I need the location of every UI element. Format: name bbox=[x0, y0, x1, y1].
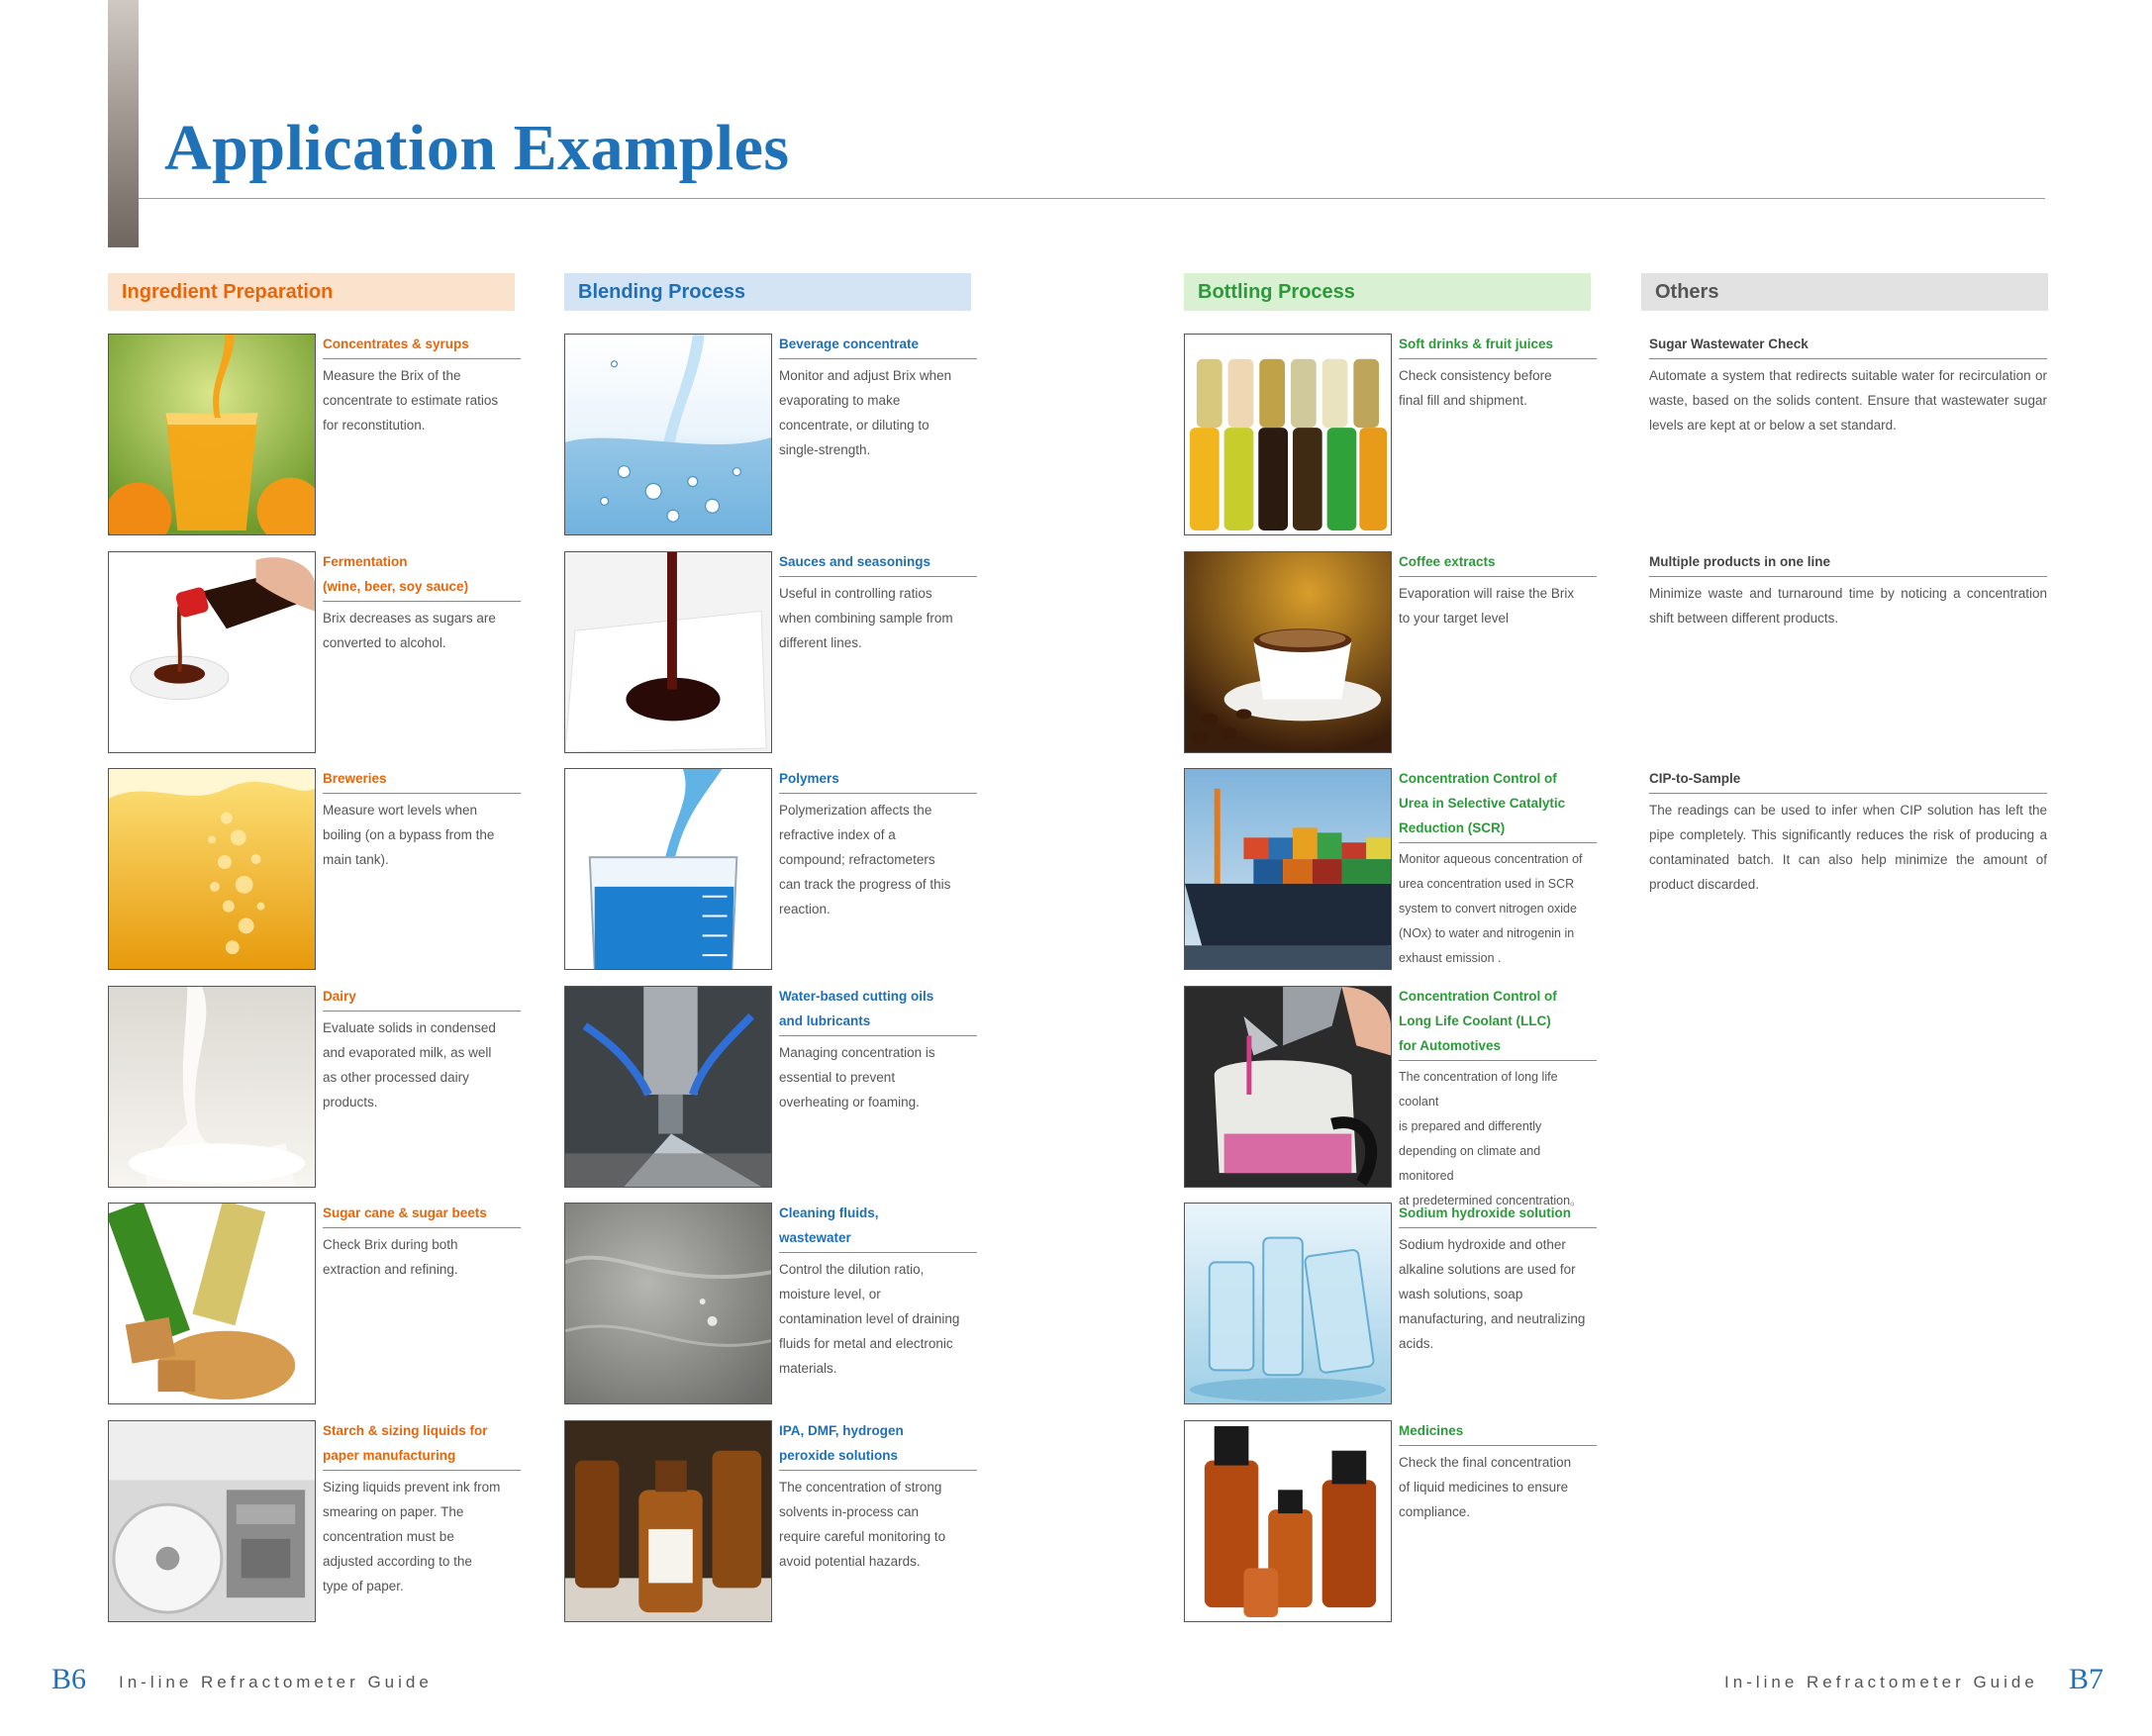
page-title: Application Examples bbox=[164, 112, 790, 184]
item-title: Fermentation (wine, beer, soy sauce) bbox=[323, 549, 521, 602]
item-dairy bbox=[323, 984, 521, 1114]
paper-machine-photo bbox=[108, 1420, 316, 1622]
item-title: Sodium hydroxide solution bbox=[1399, 1201, 1597, 1228]
cargo-ship-photo bbox=[1184, 768, 1392, 970]
page-number-left: B6 bbox=[51, 1663, 87, 1695]
item-sodium-hydroxide bbox=[1399, 1201, 1597, 1356]
item-coffee-extracts bbox=[1399, 549, 1597, 630]
item-description: Evaporation will raise the Brix to your target level bbox=[1399, 586, 1575, 626]
item-description: Managing concentration is essential to prevent overheating or foaming. bbox=[779, 1045, 935, 1109]
beaker-photo bbox=[564, 768, 772, 970]
section-header-ingredient: Ingredient Preparation bbox=[108, 273, 515, 311]
item-sauces-seasonings bbox=[779, 549, 977, 655]
item-medicines bbox=[1399, 1418, 1597, 1524]
sauce-dish-photo bbox=[564, 551, 772, 753]
item-title: Sauces and seasonings bbox=[779, 549, 977, 577]
title-accent-bar bbox=[108, 0, 139, 247]
page-number-right: B7 bbox=[2069, 1663, 2104, 1695]
item-description: Polymerization affects the refractive index of a compound; refractometers can track the progress of this reaction. bbox=[779, 803, 951, 916]
item-description: Automate a system that redirects suitable water for recirculation or waste, based on the solids content. Ensure that wastewater sugar levels are kept at or below a set standard. bbox=[1649, 368, 2047, 433]
item-breweries bbox=[323, 766, 521, 872]
solvent-bottles-photo bbox=[564, 1420, 772, 1622]
item-title: Dairy bbox=[323, 984, 521, 1012]
item-cip-to-sample bbox=[1649, 766, 2047, 897]
item-description: The readings can be used to infer when CIP solution has left the pipe completely. This significantly reduces the risk of producing a contaminated batch. It can also help minimize the amount of product discarded. bbox=[1649, 803, 2047, 892]
section-header-bottling: Bottling Process bbox=[1184, 273, 1591, 311]
item-title: Soft drinks & fruit juices bbox=[1399, 332, 1597, 359]
item-description: Check the final concentration of liquid medicines to ensure compliance. bbox=[1399, 1455, 1572, 1519]
item-title: Starch & sizing liquids for paper manufacturing bbox=[323, 1418, 521, 1471]
item-title: Concentrates & syrups bbox=[323, 332, 521, 359]
water-splash-photo bbox=[564, 334, 772, 535]
item-title: Concentration Control of Long Life Coolant (LLC) for Automotives bbox=[1399, 984, 1597, 1061]
beer-bubbles-photo bbox=[108, 768, 316, 970]
item-title: Coffee extracts bbox=[1399, 549, 1597, 577]
item-description: Check consistency before final fill and shipment. bbox=[1399, 368, 1552, 408]
item-sugar-cane bbox=[323, 1201, 521, 1282]
item-cutting-oils bbox=[779, 984, 977, 1114]
coffee-cup-photo bbox=[1184, 551, 1392, 753]
section-header-others: Others bbox=[1641, 273, 2048, 311]
item-soft-drinks bbox=[1399, 332, 1597, 413]
item-description: Minimize waste and turnaround time by noticing a concentration shift between different products. bbox=[1649, 586, 2047, 626]
item-description: Measure the Brix of the concentrate to estimate ratios for reconstitution. bbox=[323, 368, 499, 433]
item-title: Sugar Wastewater Check bbox=[1649, 332, 2047, 359]
item-title: Concentration Control of Urea in Selective Catalytic Reduction (SCR) bbox=[1399, 766, 1597, 843]
coolant-photo bbox=[1184, 986, 1392, 1188]
item-title: IPA, DMF, hydrogen peroxide solutions bbox=[779, 1418, 977, 1471]
glassware-photo bbox=[1184, 1203, 1392, 1404]
item-title: Breweries bbox=[323, 766, 521, 794]
item-multiple-products bbox=[1649, 549, 2047, 630]
soy-sauce-photo bbox=[108, 551, 316, 753]
cutting-machine-photo bbox=[564, 986, 772, 1188]
item-description: Measure wort levels when boiling (on a bypass from the main tank). bbox=[323, 803, 495, 867]
item-concentrates-syrups bbox=[323, 332, 521, 437]
item-description: Sizing liquids prevent ink from smearing on paper. The concentration must be adjusted according to the type of paper. bbox=[323, 1480, 501, 1593]
item-long-life-coolant bbox=[1399, 984, 1597, 1213]
title-divider bbox=[139, 198, 2045, 199]
item-beverage-concentrate bbox=[779, 332, 977, 462]
item-description: Sodium hydroxide and other alkaline solutions are used for wash solutions, soap manufacturing, and neutralizing acids. bbox=[1399, 1237, 1586, 1351]
item-description: Monitor and adjust Brix when evaporating to make concentrate, or diluting to single-strength. bbox=[779, 368, 952, 457]
milk-pour-photo bbox=[108, 986, 316, 1188]
item-description: The concentration of long life coolant is prepared and differently depending on climate and monitored at predetermined concentration。 bbox=[1399, 1070, 1583, 1207]
orange-juice-photo bbox=[108, 334, 316, 535]
item-fermentation bbox=[323, 549, 521, 655]
item-title: Medicines bbox=[1399, 1418, 1597, 1446]
soft-drinks-photo bbox=[1184, 334, 1392, 535]
item-ipa-dmf bbox=[779, 1418, 977, 1574]
item-sugar-wastewater bbox=[1649, 332, 2047, 437]
wastewater-photo bbox=[564, 1203, 772, 1404]
item-title: Multiple products in one line bbox=[1649, 549, 2047, 577]
item-title: Cleaning fluids, wastewater bbox=[779, 1201, 977, 1253]
item-cleaning-fluids bbox=[779, 1201, 977, 1381]
item-description: Useful in controlling ratios when combining sample from different lines. bbox=[779, 586, 953, 650]
item-starch-sizing bbox=[323, 1418, 521, 1598]
footer-guide-left: In-line Refractometer Guide bbox=[119, 1673, 433, 1691]
item-description: Check Brix during both extraction and refining. bbox=[323, 1237, 458, 1277]
item-polymers bbox=[779, 766, 977, 921]
item-urea-scr bbox=[1399, 766, 1597, 971]
item-description: Evaluate solids in condensed and evaporated milk, as well as other processed dairy products. bbox=[323, 1020, 496, 1109]
item-title: Polymers bbox=[779, 766, 977, 794]
item-title: Water-based cutting oils and lubricants bbox=[779, 984, 977, 1036]
item-title: Beverage concentrate bbox=[779, 332, 977, 359]
medicine-bottles-photo bbox=[1184, 1420, 1392, 1622]
item-title: CIP-to-Sample bbox=[1649, 766, 2047, 794]
item-description: Brix decreases as sugars are converted to alcohol. bbox=[323, 611, 496, 650]
section-header-blending: Blending Process bbox=[564, 273, 971, 311]
sugar-cane-photo bbox=[108, 1203, 316, 1404]
item-description: Control the dilution ratio, moisture level, or contamination level of draining fluids for metal and electronic materials. bbox=[779, 1262, 960, 1376]
footer-guide-right: In-line Refractometer Guide bbox=[1724, 1673, 2038, 1691]
item-title: Sugar cane & sugar beets bbox=[323, 1201, 521, 1228]
item-description: Monitor aqueous concentration of urea concentration used in SCR system to convert nitrogen oxide (NOx) to water and nitrogenin in exhaust emission . bbox=[1399, 852, 1583, 965]
item-description: The concentration of strong solvents in-process can require careful monitoring to avoid potential hazards. bbox=[779, 1480, 946, 1569]
